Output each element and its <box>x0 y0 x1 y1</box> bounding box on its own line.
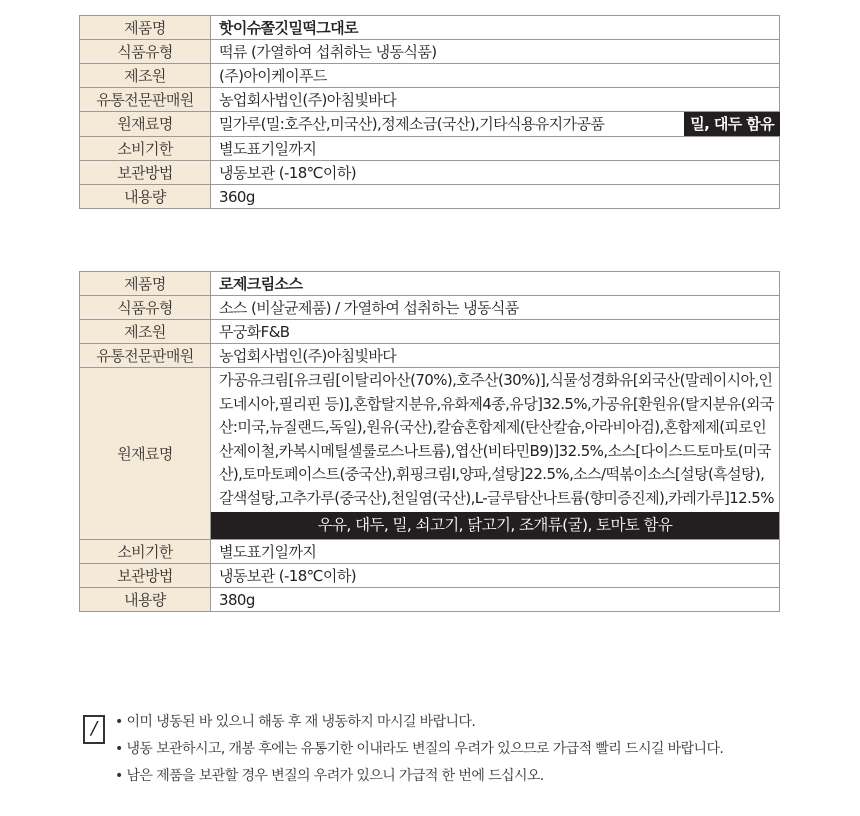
table-row <box>80 540 780 564</box>
row-label: 식품유형 <box>80 40 211 64</box>
row-label: 보관방법 <box>80 564 211 588</box>
table-row <box>80 137 780 161</box>
row-value: 무궁화F&B <box>211 320 780 344</box>
table-row <box>80 588 780 612</box>
row-label: 제품명 <box>80 16 211 40</box>
product-name: 핫이슈쫄깃밀떡그대로 <box>211 16 780 40</box>
table-row <box>80 112 780 137</box>
row-value: 냉동보관 (-18℃이하) <box>211 564 780 588</box>
table-row <box>80 64 780 88</box>
row-value: 농업회사법인(주)아침빛바다 <box>211 88 780 112</box>
row-value: 소스 (비살균제품) / 가열하여 섭취하는 냉동식품 <box>211 296 780 320</box>
table-row <box>80 564 780 588</box>
note-item: • 이미 냉동된 바 있으니 해동 후 재 냉동하지 마시길 바랍니다. <box>115 714 476 730</box>
row-label: 보관방법 <box>80 161 211 185</box>
note-item: • 냉동 보관하시고, 개봉 후에는 유통기한 이내라도 변질의 우려가 있으므로 가급적 빨리 드시길 바랍니다. <box>115 741 724 757</box>
row-label: 내용량 <box>80 588 211 612</box>
row-label: 제품명 <box>80 272 211 296</box>
row-label: 내용량 <box>80 185 211 209</box>
row-label: 유통전문판매원 <box>80 344 211 368</box>
row-value: (주)아이케이푸드 <box>211 64 780 88</box>
row-value: 냉동보관 (-18℃이하) <box>211 161 780 185</box>
row-label: 원재료명 <box>80 368 211 540</box>
table-row <box>80 40 780 64</box>
table-row <box>80 16 780 40</box>
row-value: 별도표기일까지 <box>211 137 780 161</box>
row-value: 농업회사법인(주)아침빛바다 <box>211 344 780 368</box>
ingredients-cell <box>211 112 780 137</box>
row-label: 원재료명 <box>80 112 211 137</box>
row-label: 소비기한 <box>80 540 211 564</box>
table-row <box>80 272 780 296</box>
table-row <box>80 88 780 112</box>
warning-icon: / <box>83 715 105 744</box>
allergen-badge: 밀, 대두 함유 <box>684 112 780 136</box>
row-value: 떡류 (가열하여 섭취하는 냉동식품) <box>211 40 780 64</box>
ingredients-cell <box>211 368 780 540</box>
product-name: 로제크림소스 <box>211 272 780 296</box>
row-label: 제조원 <box>80 64 211 88</box>
row-label: 식품유형 <box>80 296 211 320</box>
row-value: 360g <box>211 185 780 209</box>
ingredients-text: 밀가루(밀:호주산,미국산),정제소금(국산),기타식용유지가공품 <box>219 115 605 133</box>
row-value: 380g <box>211 588 780 612</box>
row-value: 별도표기일까지 <box>211 540 780 564</box>
allergen-badge: 우유, 대두, 밀, 쇠고기, 닭고기, 조개류(굴), 토마토 함유 <box>211 512 779 539</box>
table-row <box>80 296 780 320</box>
table-row <box>80 368 780 540</box>
product-info-table-2 <box>79 271 780 612</box>
product-info-table-1 <box>79 15 780 209</box>
table-row <box>80 320 780 344</box>
row-label: 제조원 <box>80 320 211 344</box>
note-item: • 남은 제품을 보관할 경우 변질의 우려가 있으니 가급적 한 번에 드십시오. <box>115 768 544 784</box>
row-label: 소비기한 <box>80 137 211 161</box>
table-row <box>80 161 780 185</box>
row-label: 유통전문판매원 <box>80 88 211 112</box>
ingredients-text: 가공유크림[유크림[이탈리아산(70%),호주산(30%)],식물성경화유[외국산(말레이시아,인도네시아,필리핀 등)],혼합탈지분유,유화제4종,유당]32.5%,가공유[환원유(탈지분유(외국산:미국,뉴질랜드,독일),원유(국산),칼슘혼합제제(탄산칼슘,아라비아검),혼합제제(피로인산제이철,카복시메틸셀룰로스나트륨),엽산(비타민B9)]32.5%,소스[다이스드토마토(미국산),토마토페이스트(중국산),휘핑크림Ⅰ,양파,설탕]22.5%,소스/떡볶이소스[설탕(흑설탕),갈색설탕,고추가루(중국산),천일염(국산),L-글루탐산나트륨(향미증진제),카레가루]12.5% <box>219 371 774 507</box>
table-row <box>80 344 780 368</box>
table-row <box>80 185 780 209</box>
